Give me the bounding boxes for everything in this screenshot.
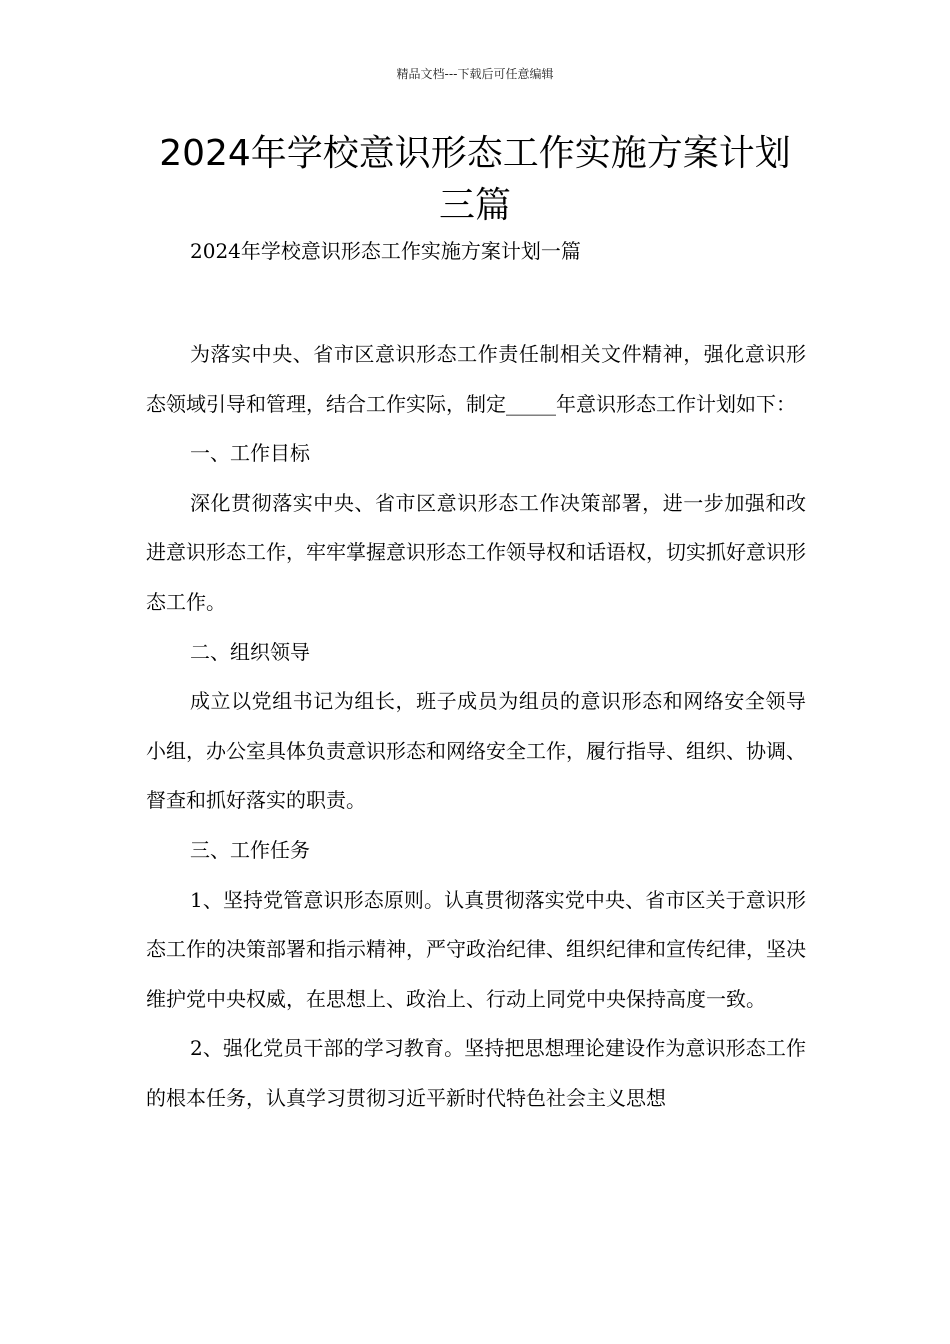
heading-work-tasks: 三、工作任务: [190, 837, 310, 862]
heading-organization: 二、组织领导: [190, 639, 310, 664]
title-line-1: 2024年学校意识形态工作实施方案计划: [159, 133, 791, 174]
header-note: 精品文档---下载后可任意编辑: [396, 67, 554, 81]
document-title: [120, 128, 830, 232]
paragraph-organization: 成立以党组书记为组长，班子成员为组员的意识形态和网络安全领导小组，办公室具体负责意识形态和网络安全工作，履行指导、组织、协调、督查和抓好落实的职责。: [146, 689, 806, 813]
paragraph-work-goal: 深化贯彻落实中央、省市区意识形态工作决策部署，进一步加强和改进意识形态工作，牢牢掌握意识形态工作领导权和话语权，切实抓好意识形态工作。: [146, 490, 806, 614]
paragraph-task-1: 1、坚持党管意识形态原则。认真贯彻落实党中央、省市区关于意识形态工作的决策部署和指示精神，严守政治纪律、组织纪律和宣传纪律，坚决维护党中央权威，在思想上、政治上、行动上同党中央保持高度一致。: [146, 887, 806, 1011]
section-subtitle: 2024年学校意识形态工作实施方案计划一篇: [190, 239, 581, 263]
paragraph-task-2: 2、强化党员干部的学习教育。坚持把思想理论建设作为意识形态工作的根本任务，认真学习贯彻习近平新时代特色社会主义思想: [146, 1036, 806, 1110]
heading-work-goal: 一、工作目标: [190, 441, 310, 466]
title-line-2: 三篇: [438, 185, 511, 226]
body-text: [146, 330, 806, 1124]
paragraph-intro: 为落实中央、省市区意识形态工作责任制相关文件精神，强化意识形态领域引导和管理，结合工作实际，制定_____年意识形态工作计划如下：: [146, 342, 806, 416]
